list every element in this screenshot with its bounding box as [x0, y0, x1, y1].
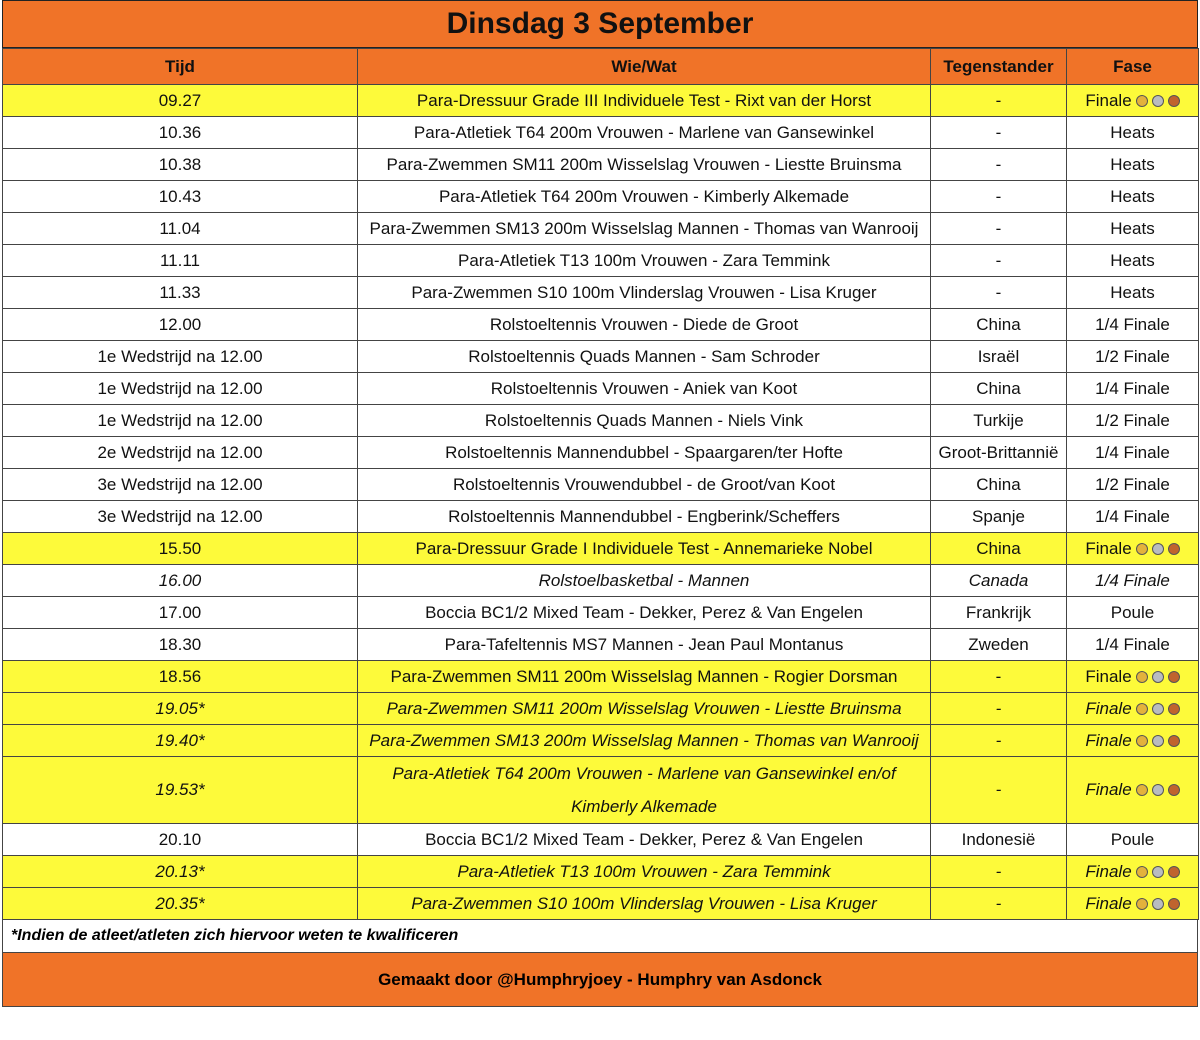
cell-tijd: 3e Wedstrijd na 12.00 [3, 469, 358, 501]
cell-tegenstander: China [931, 469, 1067, 501]
cell-fase: 1/4 Finale [1067, 373, 1199, 405]
cell-wie-wat: Para-Atletiek T64 200m Vrouwen - Kimberly Alkemade [358, 181, 931, 213]
cell-tegenstander: - [931, 693, 1067, 725]
table-row [3, 693, 1199, 725]
cell-fase: 1/4 Finale [1067, 437, 1199, 469]
table-row [3, 373, 1199, 405]
table-row [3, 277, 1199, 309]
cell-fase: 1/4 Finale [1067, 501, 1199, 533]
cell-tegenstander: - [931, 149, 1067, 181]
cell-tegenstander: - [931, 661, 1067, 693]
page-title: Dinsdag 3 September [2, 0, 1198, 48]
cell-fase: 1/4 Finale [1067, 565, 1199, 597]
cell-tegenstander: Israël [931, 341, 1067, 373]
credit-footer: Gemaakt door @Humphryjoey - Humphry van Asdonck [2, 953, 1198, 1007]
table-row [3, 725, 1199, 757]
cell-tijd: 19.40* [3, 725, 358, 757]
cell-tijd: 16.00 [3, 565, 358, 597]
gold-medal-icon [1136, 671, 1148, 683]
cell-tijd: 18.56 [3, 661, 358, 693]
cell-fase: Finale [1067, 888, 1199, 920]
cell-tijd: 19.53* [3, 757, 358, 824]
cell-tegenstander: - [931, 757, 1067, 824]
bronze-medal-icon [1168, 866, 1180, 878]
cell-tijd: 12.00 [3, 309, 358, 341]
table-row [3, 824, 1199, 856]
cell-tegenstander: - [931, 856, 1067, 888]
bronze-medal-icon [1168, 784, 1180, 796]
cell-tegenstander: Zweden [931, 629, 1067, 661]
cell-fase: Finale [1067, 85, 1199, 117]
cell-tegenstander: China [931, 373, 1067, 405]
gold-medal-icon [1136, 95, 1148, 107]
gold-medal-icon [1136, 735, 1148, 747]
cell-tegenstander: - [931, 888, 1067, 920]
cell-fase: Heats [1067, 117, 1199, 149]
cell-tegenstander: China [931, 309, 1067, 341]
cell-fase: 1/4 Finale [1067, 309, 1199, 341]
cell-fase: Poule [1067, 824, 1199, 856]
gold-medal-icon [1136, 703, 1148, 715]
table-row [3, 213, 1199, 245]
cell-wie-wat: Para-Zwemmen SM11 200m Wisselslag Mannen - Rogier Dorsman [358, 661, 931, 693]
cell-wie-wat: Para-Atletiek T13 100m Vrouwen - Zara Temmink [358, 856, 931, 888]
cell-fase: Finale [1067, 693, 1199, 725]
cell-wie-wat: Rolstoeltennis Mannendubbel - Engberink/Scheffers [358, 501, 931, 533]
table-row [3, 149, 1199, 181]
table-row [3, 856, 1199, 888]
gold-medal-icon [1136, 784, 1148, 796]
cell-wie-wat: Para-Dressuur Grade III Individuele Test - Rixt van der Horst [358, 85, 931, 117]
bronze-medal-icon [1168, 543, 1180, 555]
cell-tijd: 11.33 [3, 277, 358, 309]
cell-tegenstander: - [931, 117, 1067, 149]
col-header-wie-wat: Wie/Wat [358, 49, 931, 85]
cell-wie-wat: Rolstoeltennis Quads Mannen - Sam Schroder [358, 341, 931, 373]
cell-fase: Finale [1067, 856, 1199, 888]
cell-wie-wat: Para-Tafeltennis MS7 Mannen - Jean Paul Montanus [358, 629, 931, 661]
cell-tijd: 09.27 [3, 85, 358, 117]
cell-fase: Poule [1067, 597, 1199, 629]
cell-fase: 1/4 Finale [1067, 629, 1199, 661]
cell-tegenstander: China [931, 533, 1067, 565]
cell-wie-wat: Para-Zwemmen SM11 200m Wisselslag Vrouwen - Liestte Bruinsma [358, 693, 931, 725]
cell-fase: 1/2 Finale [1067, 405, 1199, 437]
gold-medal-icon [1136, 866, 1148, 878]
cell-tijd: 19.05* [3, 693, 358, 725]
cell-wie-wat: Boccia BC1/2 Mixed Team - Dekker, Perez & Van Engelen [358, 597, 931, 629]
cell-tegenstander: Canada [931, 565, 1067, 597]
cell-wie-wat: Rolstoeltennis Vrouwendubbel - de Groot/van Koot [358, 469, 931, 501]
footnote: *Indien de atleet/atleten zich hiervoor weten te kwalificeren [2, 920, 1198, 953]
table-row [3, 309, 1199, 341]
cell-fase: Heats [1067, 149, 1199, 181]
cell-wie-wat: Para-Atletiek T13 100m Vrouwen - Zara Temmink [358, 245, 931, 277]
silver-medal-icon [1152, 784, 1164, 796]
header-row [3, 49, 1199, 85]
cell-tijd: 11.11 [3, 245, 358, 277]
bronze-medal-icon [1168, 703, 1180, 715]
cell-tijd: 20.13* [3, 856, 358, 888]
silver-medal-icon [1152, 735, 1164, 747]
cell-tijd: 18.30 [3, 629, 358, 661]
col-header-fase: Fase [1067, 49, 1199, 85]
cell-wie-wat: Boccia BC1/2 Mixed Team - Dekker, Perez & Van Engelen [358, 824, 931, 856]
table-row [3, 501, 1199, 533]
cell-wie-wat: Para-Dressuur Grade I Individuele Test - Annemarieke Nobel [358, 533, 931, 565]
cell-wie-wat: Rolstoeltennis Vrouwen - Diede de Groot [358, 309, 931, 341]
table-row [3, 661, 1199, 693]
cell-wie-wat: Rolstoeltennis Mannendubbel - Spaargaren/ter Hofte [358, 437, 931, 469]
table-row [3, 757, 1199, 824]
cell-tegenstander: Turkije [931, 405, 1067, 437]
cell-tegenstander: Spanje [931, 501, 1067, 533]
cell-wie-wat: Para-Zwemmen S10 100m Vlinderslag Vrouwen - Lisa Kruger [358, 277, 931, 309]
table-row [3, 533, 1199, 565]
silver-medal-icon [1152, 866, 1164, 878]
col-header-tegenstander: Tegenstander [931, 49, 1067, 85]
cell-tegenstander: Groot-Brittannië [931, 437, 1067, 469]
table-row [3, 245, 1199, 277]
cell-wie-wat: Para-Zwemmen SM11 200m Wisselslag Vrouwen - Liestte Bruinsma [358, 149, 931, 181]
cell-fase: Heats [1067, 277, 1199, 309]
silver-medal-icon [1152, 703, 1164, 715]
cell-wie-wat: Rolstoeltennis Quads Mannen - Niels Vink [358, 405, 931, 437]
cell-wie-wat: Rolstoeltennis Vrouwen - Aniek van Koot [358, 373, 931, 405]
silver-medal-icon [1152, 898, 1164, 910]
table-row [3, 437, 1199, 469]
table-row [3, 181, 1199, 213]
cell-tegenstander: - [931, 725, 1067, 757]
cell-tegenstander: - [931, 277, 1067, 309]
cell-fase: Finale [1067, 533, 1199, 565]
cell-fase: Finale [1067, 757, 1199, 824]
cell-tijd: 10.38 [3, 149, 358, 181]
cell-tijd: 10.36 [3, 117, 358, 149]
gold-medal-icon [1136, 543, 1148, 555]
cell-tijd: 20.10 [3, 824, 358, 856]
cell-tijd: 10.43 [3, 181, 358, 213]
col-header-tijd: Tijd [3, 49, 358, 85]
cell-fase: Finale [1067, 661, 1199, 693]
cell-wie-wat: Para-Zwemmen SM13 200m Wisselslag Mannen - Thomas van Wanrooij [358, 213, 931, 245]
silver-medal-icon [1152, 671, 1164, 683]
cell-wie-wat: Rolstoelbasketbal - Mannen [358, 565, 931, 597]
bronze-medal-icon [1168, 95, 1180, 107]
cell-tijd: 15.50 [3, 533, 358, 565]
cell-wie-wat: Para-Atletiek T64 200m Vrouwen - Marlene van Gansewinkel en/of Kimberly Alkemade [358, 757, 931, 824]
cell-fase: 1/2 Finale [1067, 341, 1199, 373]
table-row [3, 117, 1199, 149]
silver-medal-icon [1152, 95, 1164, 107]
bronze-medal-icon [1168, 735, 1180, 747]
cell-fase: Finale [1067, 725, 1199, 757]
cell-tijd: 3e Wedstrijd na 12.00 [3, 501, 358, 533]
silver-medal-icon [1152, 543, 1164, 555]
table-row [3, 565, 1199, 597]
schedule-sheet [2, 0, 1198, 1007]
cell-fase: 1/2 Finale [1067, 469, 1199, 501]
cell-tegenstander: - [931, 245, 1067, 277]
cell-tijd: 1e Wedstrijd na 12.00 [3, 405, 358, 437]
cell-wie-wat: Para-Zwemmen S10 100m Vlinderslag Vrouwen - Lisa Kruger [358, 888, 931, 920]
table-row [3, 597, 1199, 629]
cell-fase: Heats [1067, 213, 1199, 245]
table-row [3, 405, 1199, 437]
cell-tijd: 1e Wedstrijd na 12.00 [3, 341, 358, 373]
cell-tijd: 2e Wedstrijd na 12.00 [3, 437, 358, 469]
cell-tijd: 11.04 [3, 213, 358, 245]
gold-medal-icon [1136, 898, 1148, 910]
table-row [3, 629, 1199, 661]
bronze-medal-icon [1168, 671, 1180, 683]
schedule-body [3, 85, 1199, 920]
table-row [3, 469, 1199, 501]
cell-tegenstander: Frankrijk [931, 597, 1067, 629]
cell-tegenstander: - [931, 85, 1067, 117]
cell-tijd: 20.35* [3, 888, 358, 920]
cell-tijd: 17.00 [3, 597, 358, 629]
cell-tegenstander: - [931, 181, 1067, 213]
cell-fase: Heats [1067, 245, 1199, 277]
schedule-table [2, 48, 1199, 920]
cell-tegenstander: - [931, 213, 1067, 245]
cell-wie-wat: Para-Atletiek T64 200m Vrouwen - Marlene van Gansewinkel [358, 117, 931, 149]
table-row [3, 85, 1199, 117]
table-row [3, 341, 1199, 373]
cell-wie-wat: Para-Zwemmen SM13 200m Wisselslag Mannen - Thomas van Wanrooij [358, 725, 931, 757]
cell-tijd: 1e Wedstrijd na 12.00 [3, 373, 358, 405]
bronze-medal-icon [1168, 898, 1180, 910]
cell-tegenstander: Indonesië [931, 824, 1067, 856]
cell-fase: Heats [1067, 181, 1199, 213]
table-row [3, 888, 1199, 920]
